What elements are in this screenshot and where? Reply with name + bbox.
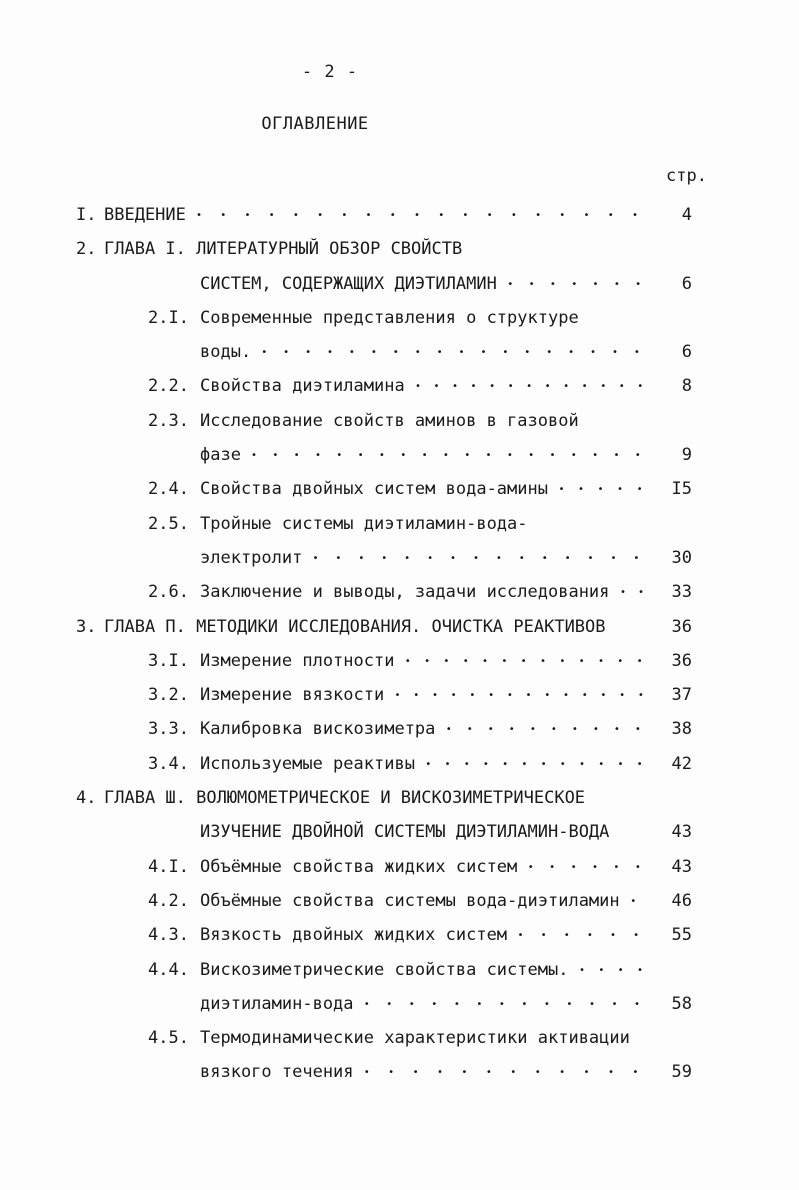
toc-entry-text: Измерение вязкости xyxy=(200,685,385,706)
toc-number: 2.6. xyxy=(148,582,189,603)
toc-page-number: 42 xyxy=(671,753,692,774)
toc-entry-text: Калибровка вискозиметра xyxy=(200,719,436,740)
toc-leader-dots: ••••••••••••••••••• xyxy=(251,450,657,462)
toc-number: 2.5. xyxy=(148,513,189,534)
toc-entry-text: Объёмные свойства жидких систем xyxy=(200,856,518,877)
toc-number: 3.4. xyxy=(148,753,189,774)
toc-page-number: 46 xyxy=(671,890,692,911)
toc-leader-dots: ••••••••••••• xyxy=(363,998,657,1010)
toc-entry-text: ГЛАВА Ш. ВОЛЮМОМЕТРИЧЕСКОЕ И ВИСКОЗИМЕТРИЧЕСКОЕ xyxy=(104,788,586,809)
toc-entry-text: ГЛАВА I. ЛИТЕРАТУРНЫЙ ОБЗОР СВОЙСТВ xyxy=(104,239,463,260)
toc-entry-text: Вискозиметрические свойства системы. xyxy=(200,959,569,980)
toc-entry-text: Измерение плотности xyxy=(200,650,395,671)
toc-number: I. xyxy=(76,205,97,225)
toc-leader-dots: ••••••• xyxy=(507,278,657,290)
toc-entry-text: вязкого течения xyxy=(200,1062,354,1083)
toc-row xyxy=(0,301,799,335)
toc-page-number: 9 xyxy=(681,445,692,466)
toc-row xyxy=(0,575,799,609)
toc-leader-dots: •••••••••••••• xyxy=(394,690,657,702)
toc-leader-dots: • xyxy=(630,895,657,907)
toc-number: 2.4. xyxy=(148,479,189,500)
toc-leader-dots: •••••••••••• xyxy=(425,758,656,770)
toc-number: 4.5. xyxy=(148,1028,189,1049)
toc-row xyxy=(0,850,799,884)
toc-entry-text: электролит xyxy=(200,547,303,568)
toc-row xyxy=(0,781,799,815)
toc-row xyxy=(0,438,799,472)
toc-entry-text: СИСТЕМ, СОДЕРЖАЩИХ ДИЭТИЛАМИН xyxy=(200,273,497,294)
toc-leader-dots: •••••• xyxy=(517,930,657,942)
toc-row xyxy=(0,678,799,712)
toc-row xyxy=(0,404,799,438)
toc-page-number: 43 xyxy=(671,856,692,877)
toc-page-number: 37 xyxy=(671,685,692,706)
toc-row xyxy=(0,335,799,369)
toc-row xyxy=(0,918,799,952)
toc-row xyxy=(0,884,799,918)
toc-entry-text: Используемые реактивы xyxy=(200,753,415,774)
table-of-contents xyxy=(0,198,799,1090)
pages-column-label: стр. xyxy=(666,166,707,186)
toc-page-number: 55 xyxy=(671,925,692,946)
toc-leader-dots: •••••• xyxy=(527,861,657,873)
toc-page-number: 58 xyxy=(671,993,692,1014)
toc-entry-text: воды. xyxy=(200,342,252,363)
toc-row xyxy=(0,712,799,746)
toc-entry-text: фазе xyxy=(200,445,241,466)
toc-leader-dots: ••••••••••••••• xyxy=(312,552,657,564)
toc-number: 4. xyxy=(76,788,97,809)
toc-leader-dots: •••• xyxy=(579,964,657,976)
toc-row xyxy=(0,267,799,301)
toc-number: 4.3. xyxy=(148,925,189,946)
toc-row xyxy=(0,1021,799,1055)
toc-page-number: 43 xyxy=(671,822,692,843)
toc-row xyxy=(0,369,799,403)
toc-entry-text: Свойства двойных систем вода-амины xyxy=(200,479,548,500)
page-title: ОГЛАВЛЕНИЕ xyxy=(261,114,369,134)
toc-leader-dots: ••••••••••••• xyxy=(415,381,656,393)
toc-number: 2. xyxy=(76,239,97,260)
toc-leader-dots: •• xyxy=(620,587,657,599)
toc-page-number: 4 xyxy=(681,205,692,225)
toc-entry-text: Тройные системы диэтиламин-вода- xyxy=(200,513,528,534)
toc-page-number: 36 xyxy=(671,616,692,637)
toc-page-number: 33 xyxy=(671,582,692,603)
toc-entry-text: Свойства диэтиламина xyxy=(200,376,405,397)
toc-number: 2.I. xyxy=(148,307,189,328)
toc-page-number: 36 xyxy=(671,650,692,671)
toc-page-number: 6 xyxy=(681,273,692,294)
toc-row xyxy=(0,232,799,266)
toc-row xyxy=(0,541,799,575)
toc-row xyxy=(0,953,799,987)
toc-row xyxy=(0,1055,799,1089)
toc-entry-text: Современные представления о структуре xyxy=(200,307,579,328)
toc-entry-text: Термодинамические характеристики активации xyxy=(200,1028,630,1049)
toc-entry-text: ГЛАВА П. МЕТОДИКИ ИССЛЕДОВАНИЯ. ОЧИСТКА РЕАКТИВОВ xyxy=(104,616,606,637)
toc-leader-dots: ••••• xyxy=(558,484,657,496)
toc-row xyxy=(0,472,799,506)
toc-number: 3. xyxy=(76,616,97,637)
toc-page-number: 8 xyxy=(681,376,692,397)
toc-number: 3.I. xyxy=(148,650,189,671)
toc-page-number: 30 xyxy=(671,547,692,568)
toc-entry-text: Вязкость двойных жидких систем xyxy=(200,925,508,946)
toc-row xyxy=(0,198,799,232)
toc-leader-dots: •••••••••••••••••• xyxy=(261,347,656,359)
toc-leader-dots: ••••••••••••••••••• xyxy=(196,210,657,221)
toc-number: 3.3. xyxy=(148,719,189,740)
toc-page-number: 6 xyxy=(681,342,692,363)
toc-entry-text: ВВЕДЕНИЕ xyxy=(104,205,186,225)
toc-row xyxy=(0,747,799,781)
toc-leader-dots: •••••••••• xyxy=(445,724,656,736)
toc-row xyxy=(0,610,799,644)
toc-number: 4.I. xyxy=(148,856,189,877)
toc-page-number: I5 xyxy=(671,479,692,500)
toc-row xyxy=(0,815,799,849)
toc-entry-text: Объёмные свойства системы вода-диэтиламин xyxy=(200,890,620,911)
toc-entry-text: ИЗУЧЕНИЕ ДВОЙНОЙ СИСТЕМЫ ДИЭТИЛАМИН-ВОДА xyxy=(200,822,610,843)
toc-row xyxy=(0,644,799,678)
toc-page-number: 38 xyxy=(671,719,692,740)
toc-number: 2.3. xyxy=(148,410,189,431)
toc-row xyxy=(0,987,799,1021)
toc-number: 3.2. xyxy=(148,685,189,706)
toc-entry-text: Заключение и выводы, задачи исследования xyxy=(200,582,610,603)
toc-number: 4.4. xyxy=(148,959,189,980)
toc-leader-dots: ••••••••••••• xyxy=(404,655,656,667)
toc-number: 4.2. xyxy=(148,890,189,911)
toc-page-number: 59 xyxy=(671,1062,692,1083)
page-number: - 2 - xyxy=(301,62,359,82)
toc-entry-text: Исследование свойств аминов в газовой xyxy=(200,410,579,431)
toc-row xyxy=(0,507,799,541)
toc-entry-text: диэтиламин-вода xyxy=(200,993,354,1014)
toc-number: 2.2. xyxy=(148,376,189,397)
toc-leader-dots: •••••••••••• xyxy=(363,1067,657,1079)
